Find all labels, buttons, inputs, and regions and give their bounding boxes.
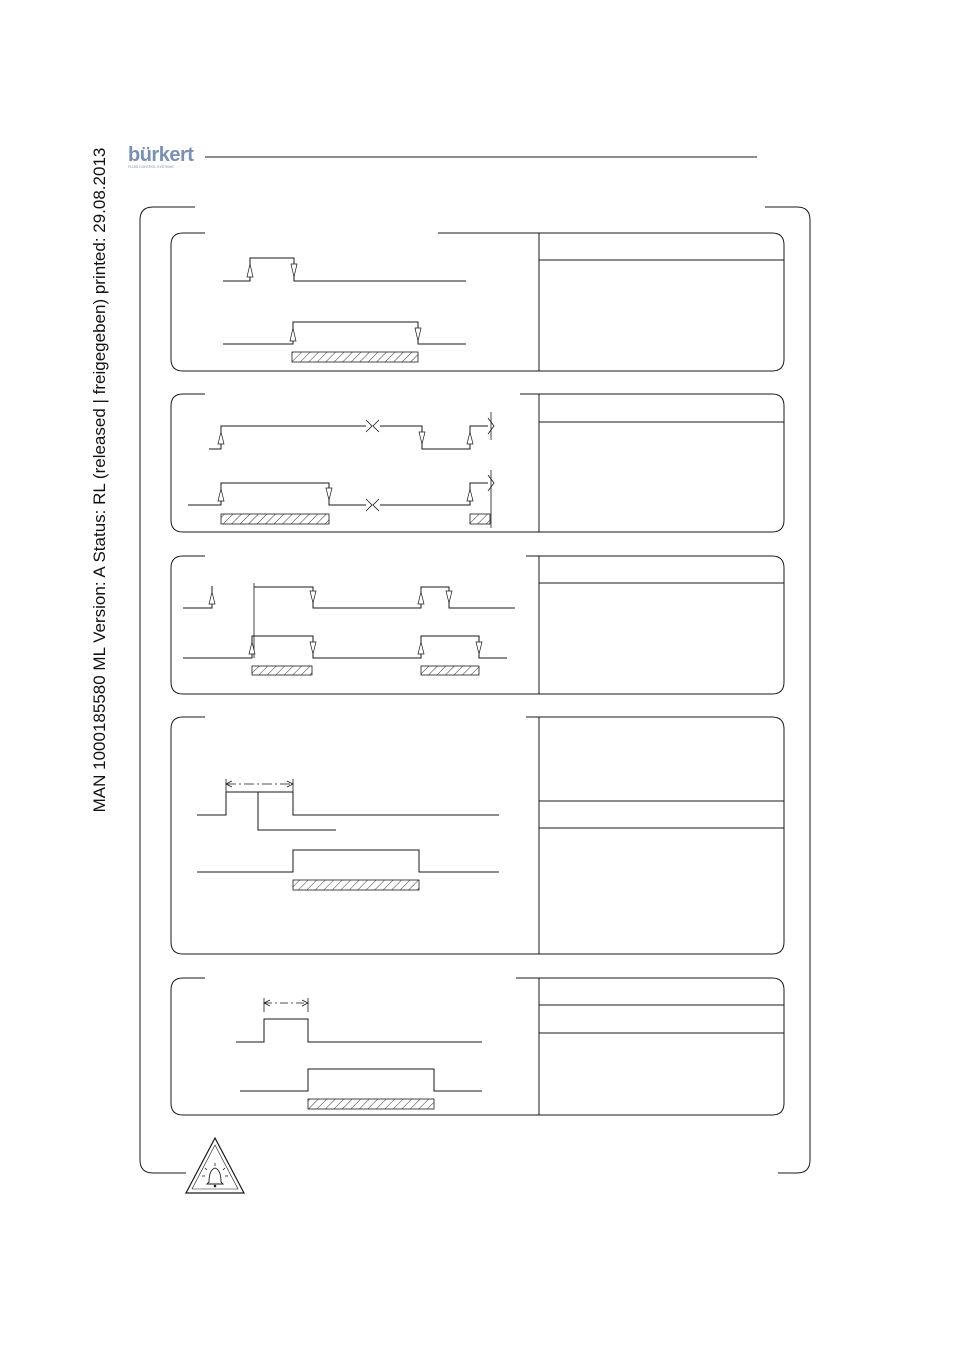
panel-4 xyxy=(171,717,784,954)
panel-3 xyxy=(171,556,784,694)
outer-frame xyxy=(140,207,810,1173)
logo-wordmark: bürkert xyxy=(128,144,194,166)
logo-tagline: FLUID CONTROL SYSTEMS xyxy=(128,165,174,169)
print-status-text: MAN 1000185580 ML Version: A Status: RL (released | freigegeben) printed: 29.08.2013 xyxy=(90,147,109,813)
warning-bell-icon xyxy=(186,1138,244,1193)
panel-1 xyxy=(171,233,784,371)
panel-5 xyxy=(171,978,784,1115)
panel-2 xyxy=(171,394,784,532)
